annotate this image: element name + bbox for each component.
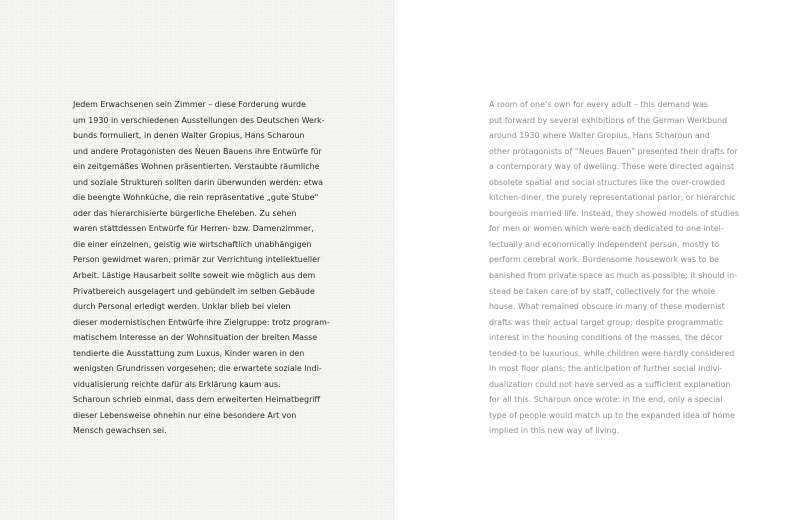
text-line: other protagonists of “Neues Bauen” presented their drafts for [489, 146, 738, 156]
text-line: die beengte Wohnküche, die rein repräsentative „gute Stube“ [73, 193, 319, 203]
text-line: in most floor plans; the anticipation of further social indivi- [489, 364, 723, 374]
text-line: waren stattdessen Entwürfe für Herren- bzw. Damenzimmer, [73, 224, 314, 234]
text-line: Scharoun schrieb einmal, dass dem erweiterten Heimatbegriff [73, 395, 321, 405]
text-line: tendierte die Ausstattung zum Luxus, Kinder waren in den [73, 348, 305, 358]
text-line: dualization could not have served as a sufficient explanation [489, 379, 731, 389]
text-line: durch Personal erledigt werden. Unklar blieb bei vielen [73, 302, 291, 312]
text-line: ein zeitgemäßes Wohnen präsentierten. Verstaubte räumliche [73, 162, 320, 172]
text-line: matischem Interesse an der Wohnsituation der breiten Masse [73, 333, 318, 343]
text-line: stead be taken care of by staff, collectively for the whole [489, 286, 716, 296]
german-paragraph [73, 97, 330, 439]
page-gutter [393, 0, 395, 520]
text-line: bourgeois married life. Instead, they showed models of studies [489, 208, 739, 218]
text-line: perform cerebral work. Burdensome housework was to be [489, 255, 720, 265]
text-line: banished from private space as much as possible; it should in- [489, 271, 738, 281]
text-line: around 1930 where Walter Gropius, Hans Scharoun and [489, 131, 710, 141]
text-line: Privatbereich ausgelagert und gebündelt im selben Gebäude [73, 286, 315, 296]
text-line: drafts was their actual target group: despite programmatic [489, 317, 724, 327]
text-line: vidualisierung reichte dafür als Erklärung kaum aus. [73, 379, 281, 389]
text-line: put forward by several exhibitions of the German Werkbund [489, 115, 728, 125]
text-line: die einer einzelnen, geistig wie wirtschaftlich unabhängigen [73, 239, 312, 249]
text-line: for men or women which were each dedicated to one intel- [489, 224, 724, 234]
text-line: oder das hierarchisierte bürgerliche Eheleben. Zu sehen [73, 208, 297, 218]
text-line: und andere Protagonisten des Neuen Bauens ihre Entwürfe für [73, 146, 322, 156]
text-line: house. What remained obscure in many of these modernist [489, 302, 725, 312]
text-line: wenigsten Grundrissen vorgesehen; die erwartete soziale Indi- [73, 364, 322, 374]
text-line: for all this. Scharoun once wrote: in the end, only a special [489, 395, 723, 405]
text-line: A room of one’s own for every adult – this demand was [489, 100, 709, 109]
text-line: bunds formuliert, in denen Walter Gropius, Hans Scharoun [73, 131, 305, 141]
text-line: Mensch gewachsen sei. [73, 426, 167, 436]
text-line: dieser modernistischen Entwürfe ihre Zielgruppe: trotz program- [73, 317, 330, 327]
text-line: interest in the housing conditions of the masses, the décor [489, 333, 723, 343]
text-line: obsolete spatial and social structures like the over-crowded [489, 177, 726, 187]
text-line: tended to be luxurious, while children were hardly considered [489, 348, 735, 358]
text-line: Person gewidmet waren, primär zur Verrichtung intellektueller [73, 255, 321, 265]
text-line: lectually and economically independent person, mostly to [489, 239, 720, 249]
text-line: dieser Lebensweise ohnehin nur eine besondere Art von [73, 410, 297, 420]
text-line: Arbeit. Lästige Hausarbeit sollte soweit wie möglich aus dem [73, 271, 316, 281]
text-line: a contemporary way of dwelling. These were directed against [489, 162, 735, 172]
text-line: um 1930 in verschiedenen Ausstellungen des Deutschen Werk- [73, 115, 325, 125]
text-line: kitchen-diner, the purely representational parlor, or hierarchic [489, 193, 736, 203]
english-paragraph [489, 97, 739, 439]
text-line: Jedem Erwachsenen sein Zimmer – diese Forderung wurde [73, 100, 306, 109]
text-line: type of people would match up to the expanded idea of home [489, 410, 736, 420]
text-line: und soziale Strukturen sollten darin überwunden werden: etwa [73, 177, 324, 187]
text-line: implied in this new way of living. [489, 426, 620, 436]
